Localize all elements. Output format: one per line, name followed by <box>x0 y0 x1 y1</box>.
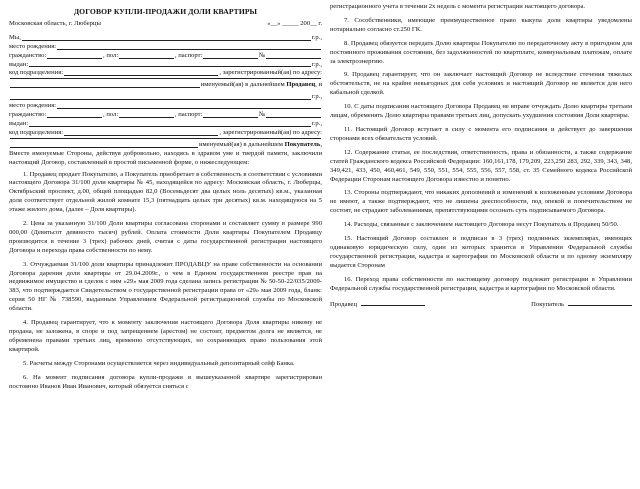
buyer-citizenship-line <box>9 111 322 120</box>
seller-signature-label: Продавец <box>330 301 357 309</box>
seller-caption: именуемый(ая) в дальнейшем <box>200 81 285 89</box>
clause-3: 3. Отчуждаемая 31/100 доли квартиры принадлежит ПРОДАВЦУ на праве собственности на основании Договора дарения доли квартиры от 29.04.2009г., о чем в Едином государственном реестре прав на недвижимое имущество и сделок с ним «29» мая 2009 года сделана запись регистрации № 50-50-22/035/2009-383, что подтверждается Свидетельством о государственной регистрации права от «29» мая 2009 года, бланк: серия 50 НГ № 738590, выданным Управлением Федеральной регистрационной службы по Московской области. <box>9 260 322 313</box>
clause-13: 13. Стороны подтверждают, что никаких дополнений и изменений к изложенным условиям Договора не имеют, а также подтверждают, что не лишены дееспособности, под опекой и попечительством не состоят, не страдают заболеваниями, препятствующими осознать суть подписываемого Договора. <box>330 189 632 215</box>
seller-signature-line <box>361 305 425 306</box>
place-date-row <box>9 20 322 29</box>
clause-14: 14. Расходы, связанные с заключением настоящего Договора несут Покупатель и Продавец 50/50. <box>344 221 619 229</box>
place-text: Московская область, г. Люберцы <box>9 19 101 27</box>
right-column <box>330 0 632 310</box>
clause-11: 11. Настоящий Договор вступает в силу с момента его подписания и действует до завершения сторонами всех обязательств условий. <box>330 125 632 142</box>
signature-row <box>330 301 632 310</box>
we-label: Мы, <box>9 33 21 41</box>
year-suffix: г.р., <box>311 33 322 41</box>
buyer-code-label: код подразделения: <box>9 128 64 136</box>
date-field: «__» _____ 200__ г. <box>267 19 322 27</box>
buyer-tail: , <box>320 140 322 148</box>
seller-signature <box>330 301 425 310</box>
buyer-number-label: № <box>259 111 266 119</box>
seller-role-line <box>9 81 322 90</box>
clause-6-continued: регистрационного учета в течении 2х недель с момента регистрации настоящего договора. <box>330 3 586 10</box>
left-column <box>9 0 322 396</box>
seller-role: Продавец <box>286 81 316 89</box>
clause-4: 4. Продавец гарантирует, что к моменту заключения настоящего Договора Доля квартиры никому не продана, не заложена, в споре и под запрещением (арестом) не состоит, предметом долга не является, не обременена правами третьих лиц, временно отсутствующих, но сохраняющих право пользования этой квартирой. <box>9 319 322 353</box>
buyer-role-line <box>9 141 322 150</box>
clause-1: 1. Продавец продает Покупателю, а Покупатель приобретает в собственность в соответствии с условиями настоящего Договора 31/100 доли квартиры № 45, находящейся по адресу: Московская область, г. Люберцы, Октябрьский проспект, д.00, общей площадью 82,0 (Восемьдесят два целых ноль десятых) кв.м., указанная доля соответствует отдельной жилой комнате 15,3 (пятнадцать целых три десятых) кв.м. находящуюся на 5 этаже жилого дома, (далее – Доля квартиры). <box>9 170 322 214</box>
buyer-signature-line <box>568 305 632 306</box>
buyer-issued-year-suffix: г.р., <box>311 119 322 127</box>
code-label: код подразделения: <box>9 69 64 77</box>
clause-9: 9. Продавец гарантирует, что он заключает настоящий Договор не вследствие стечения тяжелых обстоятельств, не на крайне невыгодных для себя условиях и настоящий Договор не является для него кабальной сделкой. <box>330 71 632 97</box>
buyer-code-line <box>9 129 322 138</box>
buyer-caption: именуемый(ая) в дальнейшем <box>198 140 283 148</box>
seller-citizenship-line <box>9 52 322 61</box>
registered-label: , зарегистрированный(ая) по адресу: <box>219 69 322 77</box>
clause-16: 16. Переход права собственности по настоящему договору подлежит регистрации в Управлении Федеральной службы государственной регистрации, кадастра и картографии по Московской области. <box>330 275 632 292</box>
document-title: ДОГОВОР КУПЛИ-ПРОДАЖИ ДОЛИ КВАРТИРЫ <box>73 7 258 16</box>
clause-8: 8. Продавец обязуется передать Долю квартиры Покупателю по передаточному акту в пригодном для постоянного проживания состоянии, без задолженностей по квартплате, коммунальным платежам, оплате за электроэнергию. <box>330 39 632 65</box>
seller-tail: , и <box>315 81 322 89</box>
clause-7: 7. Сособственники, имеющие преимущественное право выкупа доли квартиры уведомлены нотариально согласно ст.250 ГК. <box>330 16 632 33</box>
buyer-issued-line <box>9 120 322 129</box>
buyer-registered-label: , зарегистрированный(ая) по адресу: <box>219 128 322 136</box>
buyer-name-line <box>9 93 322 102</box>
clause-10: 10. С даты подписания настоящего Договора Продавец не вправе отчуждать Долю квартиры третьим лицам, обременять Долю квартиры правами третьих лиц, допускать ухудшения состояния Доли квартиры. <box>330 103 632 120</box>
issued-label: выдан: <box>9 60 29 68</box>
clause-2: 2. Цена за указанную 31/100 Доли квартиры согласована сторонами и составляет сумму в размере 990 000,00 (Девятьсот девяносто тысяч) рублей. Оплата стоимости Доли квартиры Покупателем Продавцу производится в течение 3 (трех) рабочих дней, считая с даты государственной регистрации настоящего Договора и перехода права собственности по нему. <box>9 220 322 254</box>
clause-5: 5. Расчеты между Сторонами осуществляется через индивидуальный депозитарный сейф Банка. <box>23 359 295 367</box>
clause-12: 12. Содержание статьи, ее последствия, ответственность, права и обязанности, а также содержание статей Гражданского кодекса Российской Федерации: 160,161,178, 179,209, 223,250 283, 292, 339, 343, 348, 349,421, 433, 450, 460,461, 549, 550, 551, 554, 555, 556, 557, 558, ст. 35 Семейного кодекса Российской Федерации Сторонам настоящего Договора известно и понятно. <box>330 148 632 183</box>
clause-6: 6. На момент подписания договора купли-продажи в вышеуказанной квартире зарегистрирован постоянно Иванов Иван Иванович, который обязуется сняться с <box>9 373 322 390</box>
buyer-year-suffix: г.р., <box>311 93 322 101</box>
citizenship-label: гражданство: <box>9 51 47 59</box>
clause-15: 15. Настоящий Договор составлен и подписан в 3 (трех) подлинных экземплярах, имеющих одинаковую юридическую силу, один из которых хранится в Управлении Федеральной службы государственной регистрации, кадастра и картографии по Московской области и по одному экземпляру выдается Сторонам <box>330 235 632 269</box>
number-label: № <box>259 51 266 59</box>
buyer-gender-label: , пол: <box>103 111 119 119</box>
buyer-birthplace-line <box>9 102 322 111</box>
intro-paragraph: Вместе именуемые Стороны, действуя добровольно, находясь в здравом уме и твердой памяти, заключили настоящий Договор, составленный в простой письменной форме, о нижеследующем: <box>9 149 322 166</box>
buyer-birthplace-label: место рождения: <box>9 102 57 110</box>
seller-issued-line <box>9 61 322 70</box>
passport-label: , паспорт: <box>174 51 203 59</box>
buyer-issued-label: выдан: <box>9 119 29 127</box>
seller-code-line <box>9 69 322 78</box>
gender-label: , пол: <box>103 51 119 59</box>
buyer-signature-label: Покупатель <box>531 301 564 309</box>
buyer-passport-label: , паспорт: <box>174 111 203 119</box>
seller-name-line <box>9 34 322 43</box>
issued-year-suffix: г.р., <box>311 60 322 68</box>
buyer-citizenship-label: гражданство: <box>9 111 47 119</box>
seller-birthplace-line <box>9 43 322 52</box>
birthplace-label: место рождения: <box>9 42 57 50</box>
buyer-role: Покупатель <box>284 140 321 148</box>
buyer-signature <box>531 301 632 310</box>
